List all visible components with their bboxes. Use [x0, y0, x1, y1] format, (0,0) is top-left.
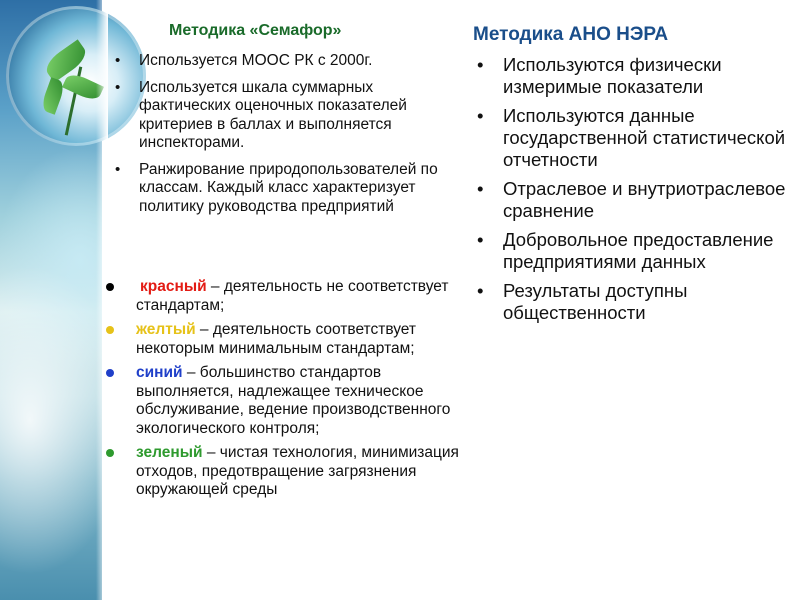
list-item: • Используется МООС РК с 2000г.: [115, 52, 373, 69]
bullet-dot-icon: [106, 283, 114, 291]
bullet-icon: •: [477, 229, 484, 250]
class-item-0: [103, 278, 463, 315]
class-color-list: [103, 278, 463, 506]
bullet-icon: •: [477, 178, 484, 199]
class-description: – чистая технология, минимизация отходов, предотвращение загрязнения окружающей среды: [136, 444, 459, 498]
list-item: • Отраслевое и внутриотраслевое сравнение: [477, 178, 786, 221]
list-item: • Результаты доступны общественности: [477, 280, 688, 323]
class-name: синий: [136, 364, 183, 381]
list-item: • Ранжирование природопользователей по классам. Каждый класс характеризует политику руководства предприятий: [115, 160, 438, 215]
bullet-icon: •: [477, 105, 484, 126]
bullet-icon: •: [115, 160, 121, 178]
class-item-3: [103, 444, 463, 500]
bullet-icon: •: [115, 78, 121, 96]
semafor-bullet-list: [103, 52, 453, 224]
class-item-1: [103, 321, 463, 358]
anonera-bullet-list: [473, 54, 793, 331]
bullet-icon: •: [477, 54, 484, 75]
class-item-2: [103, 364, 463, 438]
bullet-dot-icon: [106, 369, 114, 377]
bullet-icon: •: [115, 52, 121, 69]
class-description: – большинство стандартов выполняется, надлежащее техническое обслуживание, ведение производственного экологического контроля;: [136, 364, 451, 437]
bullet-dot-icon: [106, 449, 114, 457]
class-description: – деятельность не соответствует стандартам;: [136, 278, 449, 314]
class-name: желтый: [136, 321, 196, 338]
list-item: • Используются физически измеримые показатели: [477, 54, 722, 97]
list-item: • Добровольное предоставление предприятиями данных: [477, 229, 774, 272]
anonera-title: Методика АНО НЭРА: [473, 24, 669, 45]
class-name: зеленый: [136, 444, 203, 461]
list-item: • Используются данные государственной статистической отчетности: [477, 105, 786, 170]
decorative-side-panel: [0, 0, 102, 600]
semafor-title: Методика «Семафор»: [169, 22, 342, 39]
list-item: • Используется шкала суммарных фактических оценочных показателей критериев в баллах и выполняется инспекторами.: [115, 78, 407, 151]
class-name: красный: [140, 278, 207, 295]
bullet-icon: •: [477, 280, 484, 301]
bullet-dot-icon: [106, 326, 114, 334]
class-description: – деятельность соответствует некоторым минимальным стандартам;: [136, 321, 416, 357]
